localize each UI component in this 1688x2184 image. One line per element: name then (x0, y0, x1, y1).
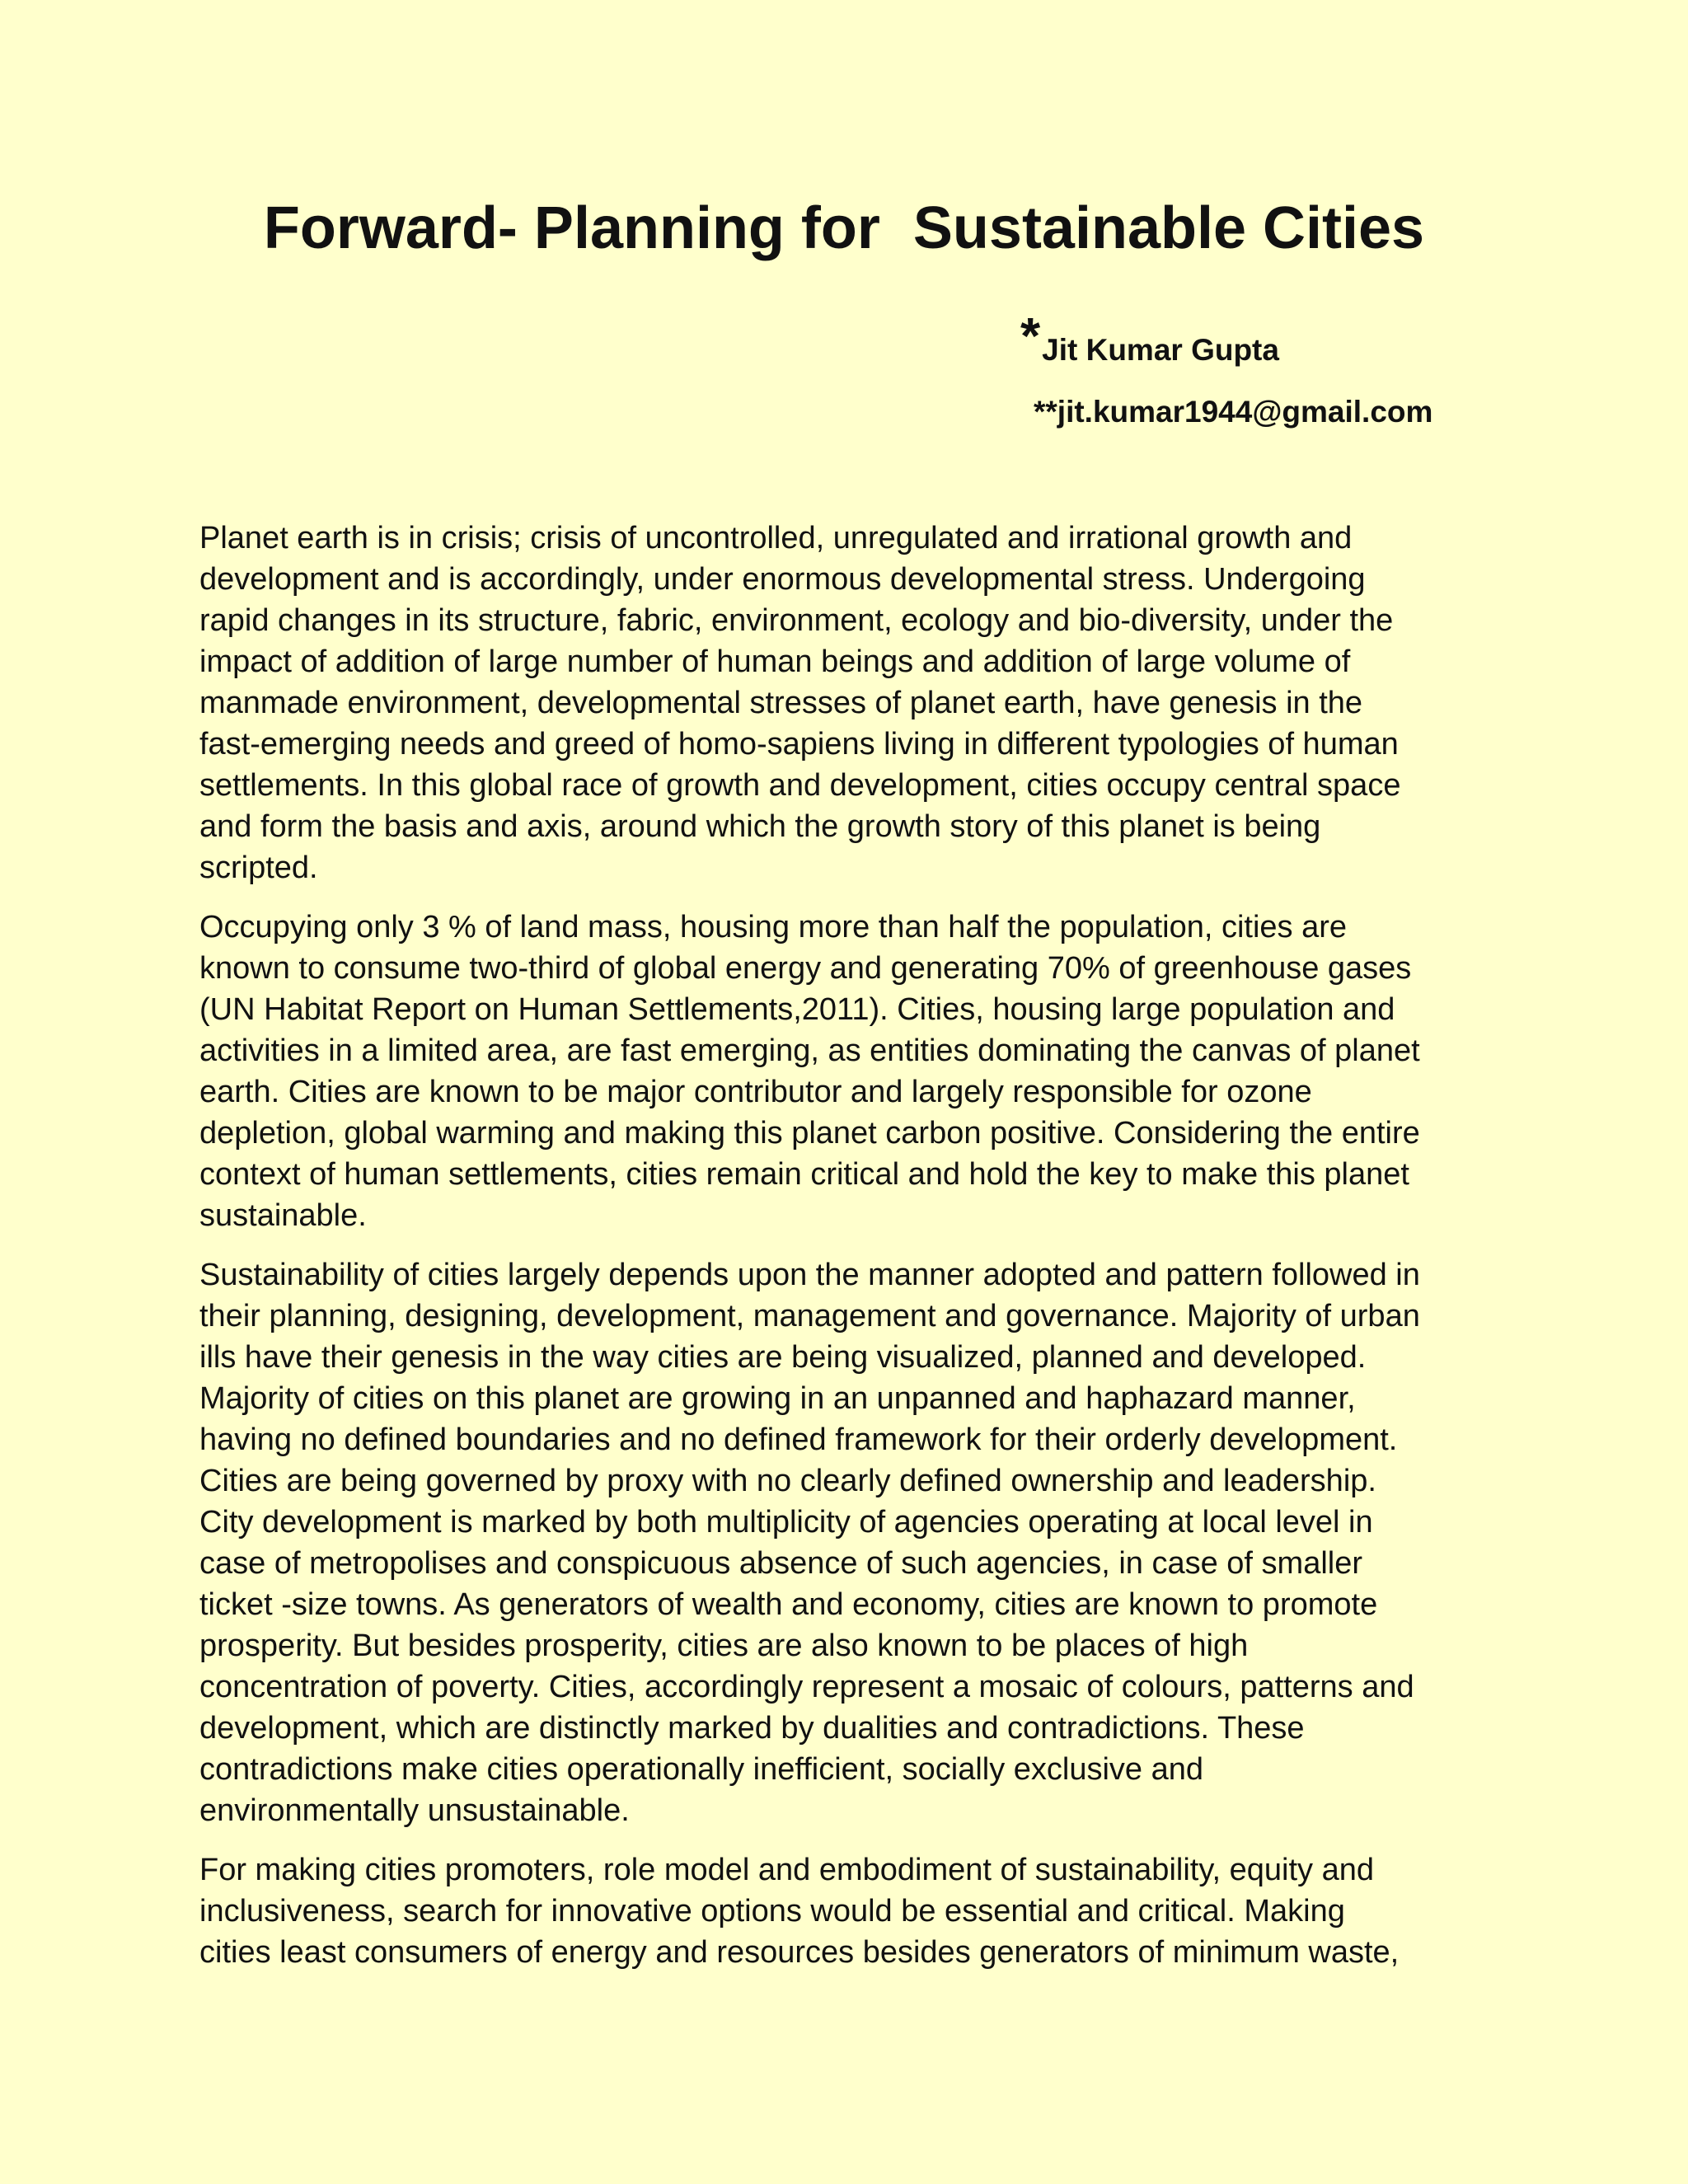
paragraph-4: For making cities promoters, role model and embodiment of sustainability, equity and inclusiveness, search for innovative options would be essential and critical. Making cities least consumers of energy and resources besides generators of minimum waste, (199, 1853, 1400, 1970)
document-title: Forward- Planning for Sustainable Cities (263, 195, 1425, 261)
author-asterisk: * (1020, 308, 1041, 365)
paragraph-2: Occupying only 3 % of land mass, housing more than half the population, cities are known to consume two-third of global energy and generating 70% of greenhouse gases (UN Habitat Report on Human Settlements,2011). Cities, housing large population and activities in a limited area, are fast emerging, as entities dominating the canvas of planet earth. Cities are known to be major contributor and largely responsible for ozone depletion, global warming and making this planet carbon positive. Considering the entire context of human settlements, cities remain critical and hold the key to make this planet sustainable. (199, 910, 1420, 1233)
document-body (199, 518, 1487, 1991)
paragraph-3: Sustainability of cities largely depends upon the manner adopted and pattern followed in their planning, designing, development, management and governance. Majority of urban ills have their genesis in the way cities are being visualized, planned and developed. Majority of cities on this planet are growing in an unpanned and haphazard manner, having no defined boundaries and no defined framework for their orderly development. Cities are being governed by proxy with no clearly defined ownership and leadership. City development is marked by both multiplicity of agencies operating at local level in case of metropolises and conspicuous absence of such agencies, in case of smaller ticket -size towns. As generators of wealth and economy, cities are known to promote prosperity. But besides prosperity, cities are also known to be places of high concentration of poverty. Cities, accordingly represent a mosaic of colours, patterns and development, which are distinctly marked by dualities and contradictions. These contradictions make cities operationally inefficient, socially exclusive and environmentally unsustainable. (199, 1258, 1420, 1828)
author-email: **jit.kumar1944@gmail.com (1034, 395, 1433, 429)
author-name: Jit Kumar Gupta (1042, 333, 1279, 367)
author-line (1020, 307, 1279, 368)
paragraph-1: Planet earth is in crisis; crisis of uncontrolled, unregulated and irrational growth and development and is accordingly, under enormous developmental stress. Undergoing rapid changes in its structure, fabric, environment, ecology and bio-diversity, under the impact of addition of large number of human beings and addition of large volume of manmade environment, developmental stresses of planet earth, have genesis in the fast-emerging needs and greed of homo-sapiens living in different typologies of human settlements. In this global race of growth and development, cities occupy central space and form the basis and axis, around which the growth story of this planet is being scripted. (199, 521, 1401, 885)
